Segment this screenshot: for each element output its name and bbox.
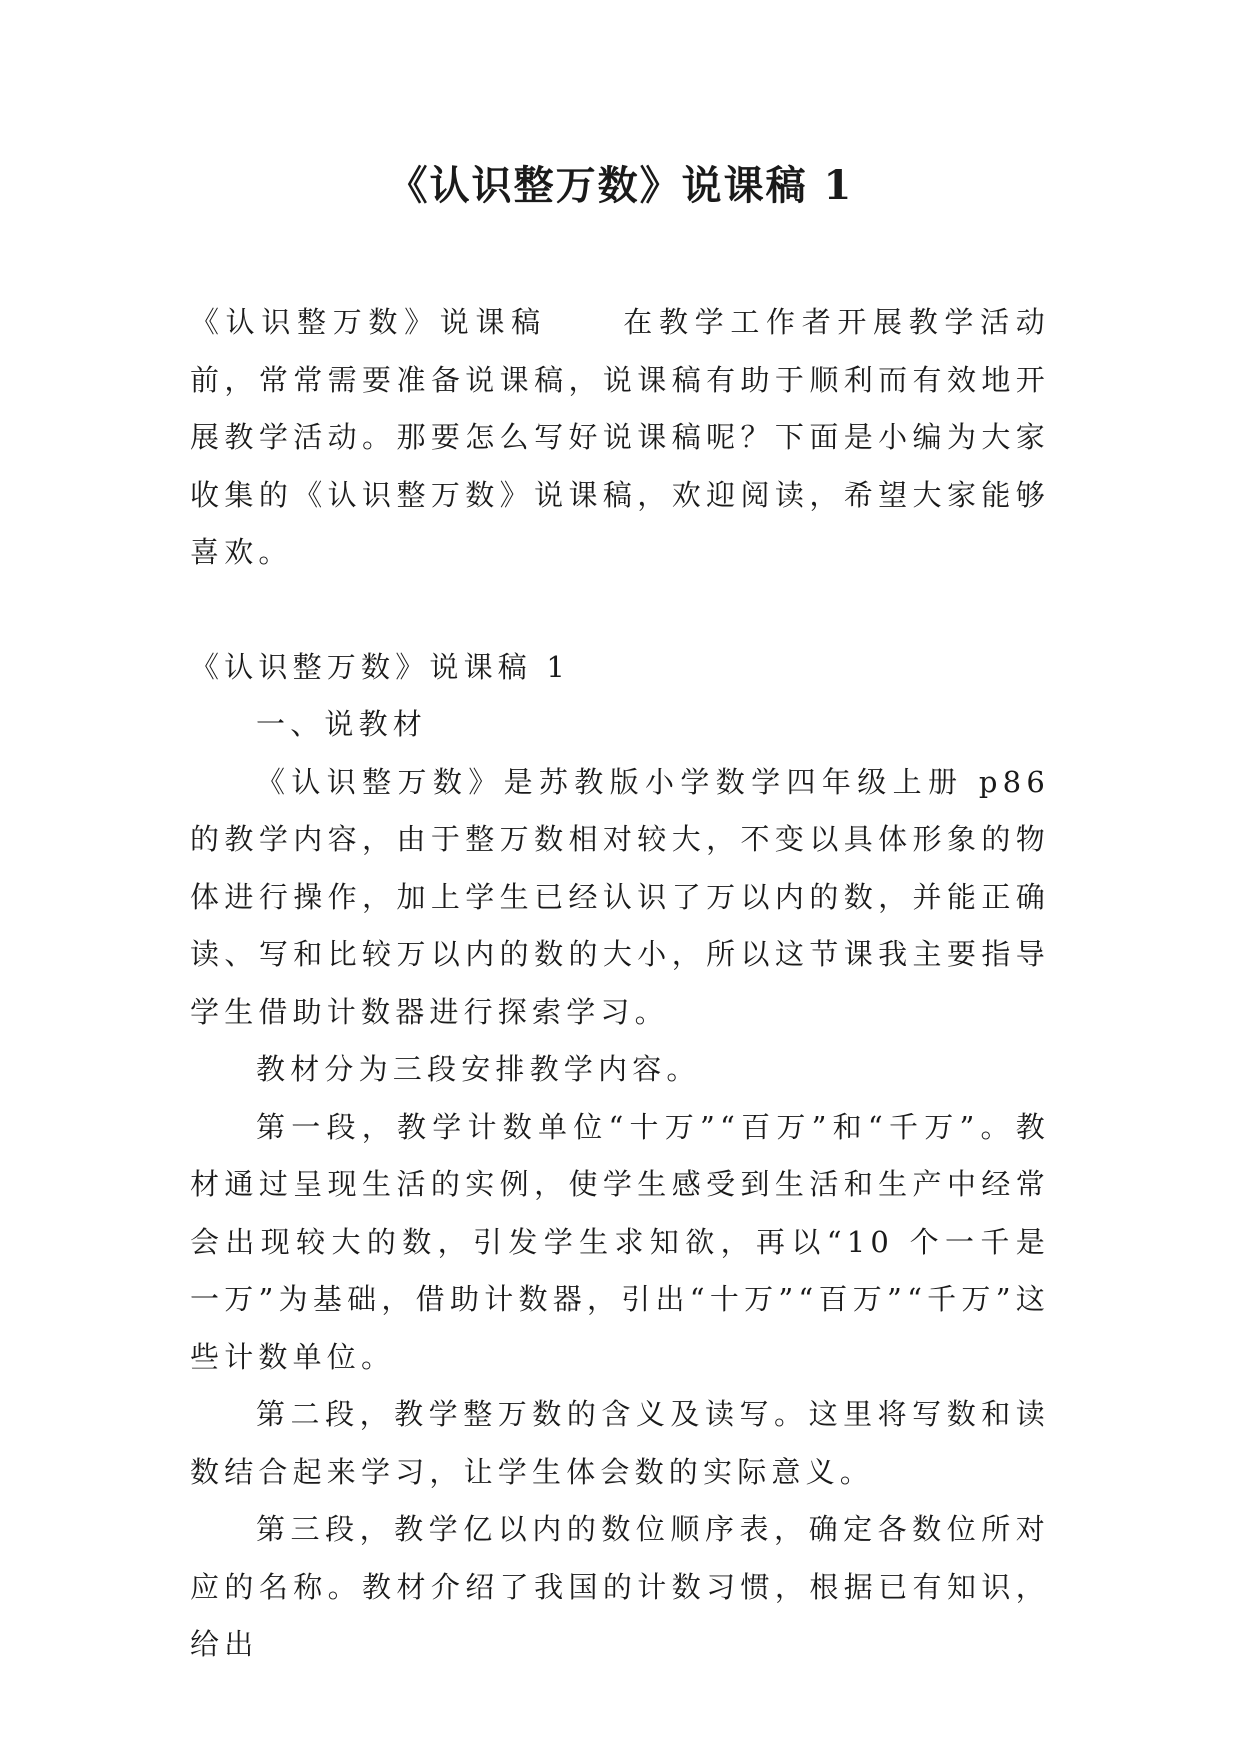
intro-heading: 《认识整万数》说课稿	[190, 305, 547, 339]
paragraph: 第三段，教学亿以内的数位顺序表，确定各数位所对应的名称。教材介绍了我国的计数习惯，根据已有知识，给出	[190, 1512, 1050, 1661]
paragraph: 第一段，教学计数单位“十万”“百万”和“千万”。教材通过呈现生活的实例，使学生感受到生活和生产中经常会出现较大的数，引发学生求知欲，再以“10 个一千是一万”为基础，借助计数器，引出“十万”“百万”“千万”这些计数单位。	[190, 1109, 1050, 1374]
section-title: 《认识整万数》说课稿 1	[190, 649, 571, 684]
paragraph: 第二段，教学整万数的含义及读写。这里将写数和读数结合起来学习，让学生体会数的实际意义。	[190, 1397, 1050, 1489]
intro-text: 在教学工作者开展教学活动前，常常需要准备说课稿，说课稿有助于顺利而有效地开展教学活动。那要怎么写好说课稿呢？下面是小编为大家收集的《认识整万数》说课稿，欢迎阅读，希望大家能够喜欢。	[190, 305, 1050, 569]
intro-paragraph	[190, 294, 1050, 582]
paragraph: 《认识整万数》是苏教版小学数学四年级上册 p86 的教学内容，由于整万数相对较大，不变以具体形象的物体进行操作，加上学生已经认识了万以内的数，并能正确读、写和比较万以内的数的大小，所以这节课我主要指导学生借助计数器进行探索学习。	[190, 764, 1050, 1029]
page-title: 《认识整万数》说课稿 1	[387, 162, 854, 209]
paragraph: 一、说教材	[256, 707, 428, 741]
document-body	[190, 294, 1050, 1674]
paragraph: 教材分为三段安排教学内容。	[256, 1052, 701, 1086]
